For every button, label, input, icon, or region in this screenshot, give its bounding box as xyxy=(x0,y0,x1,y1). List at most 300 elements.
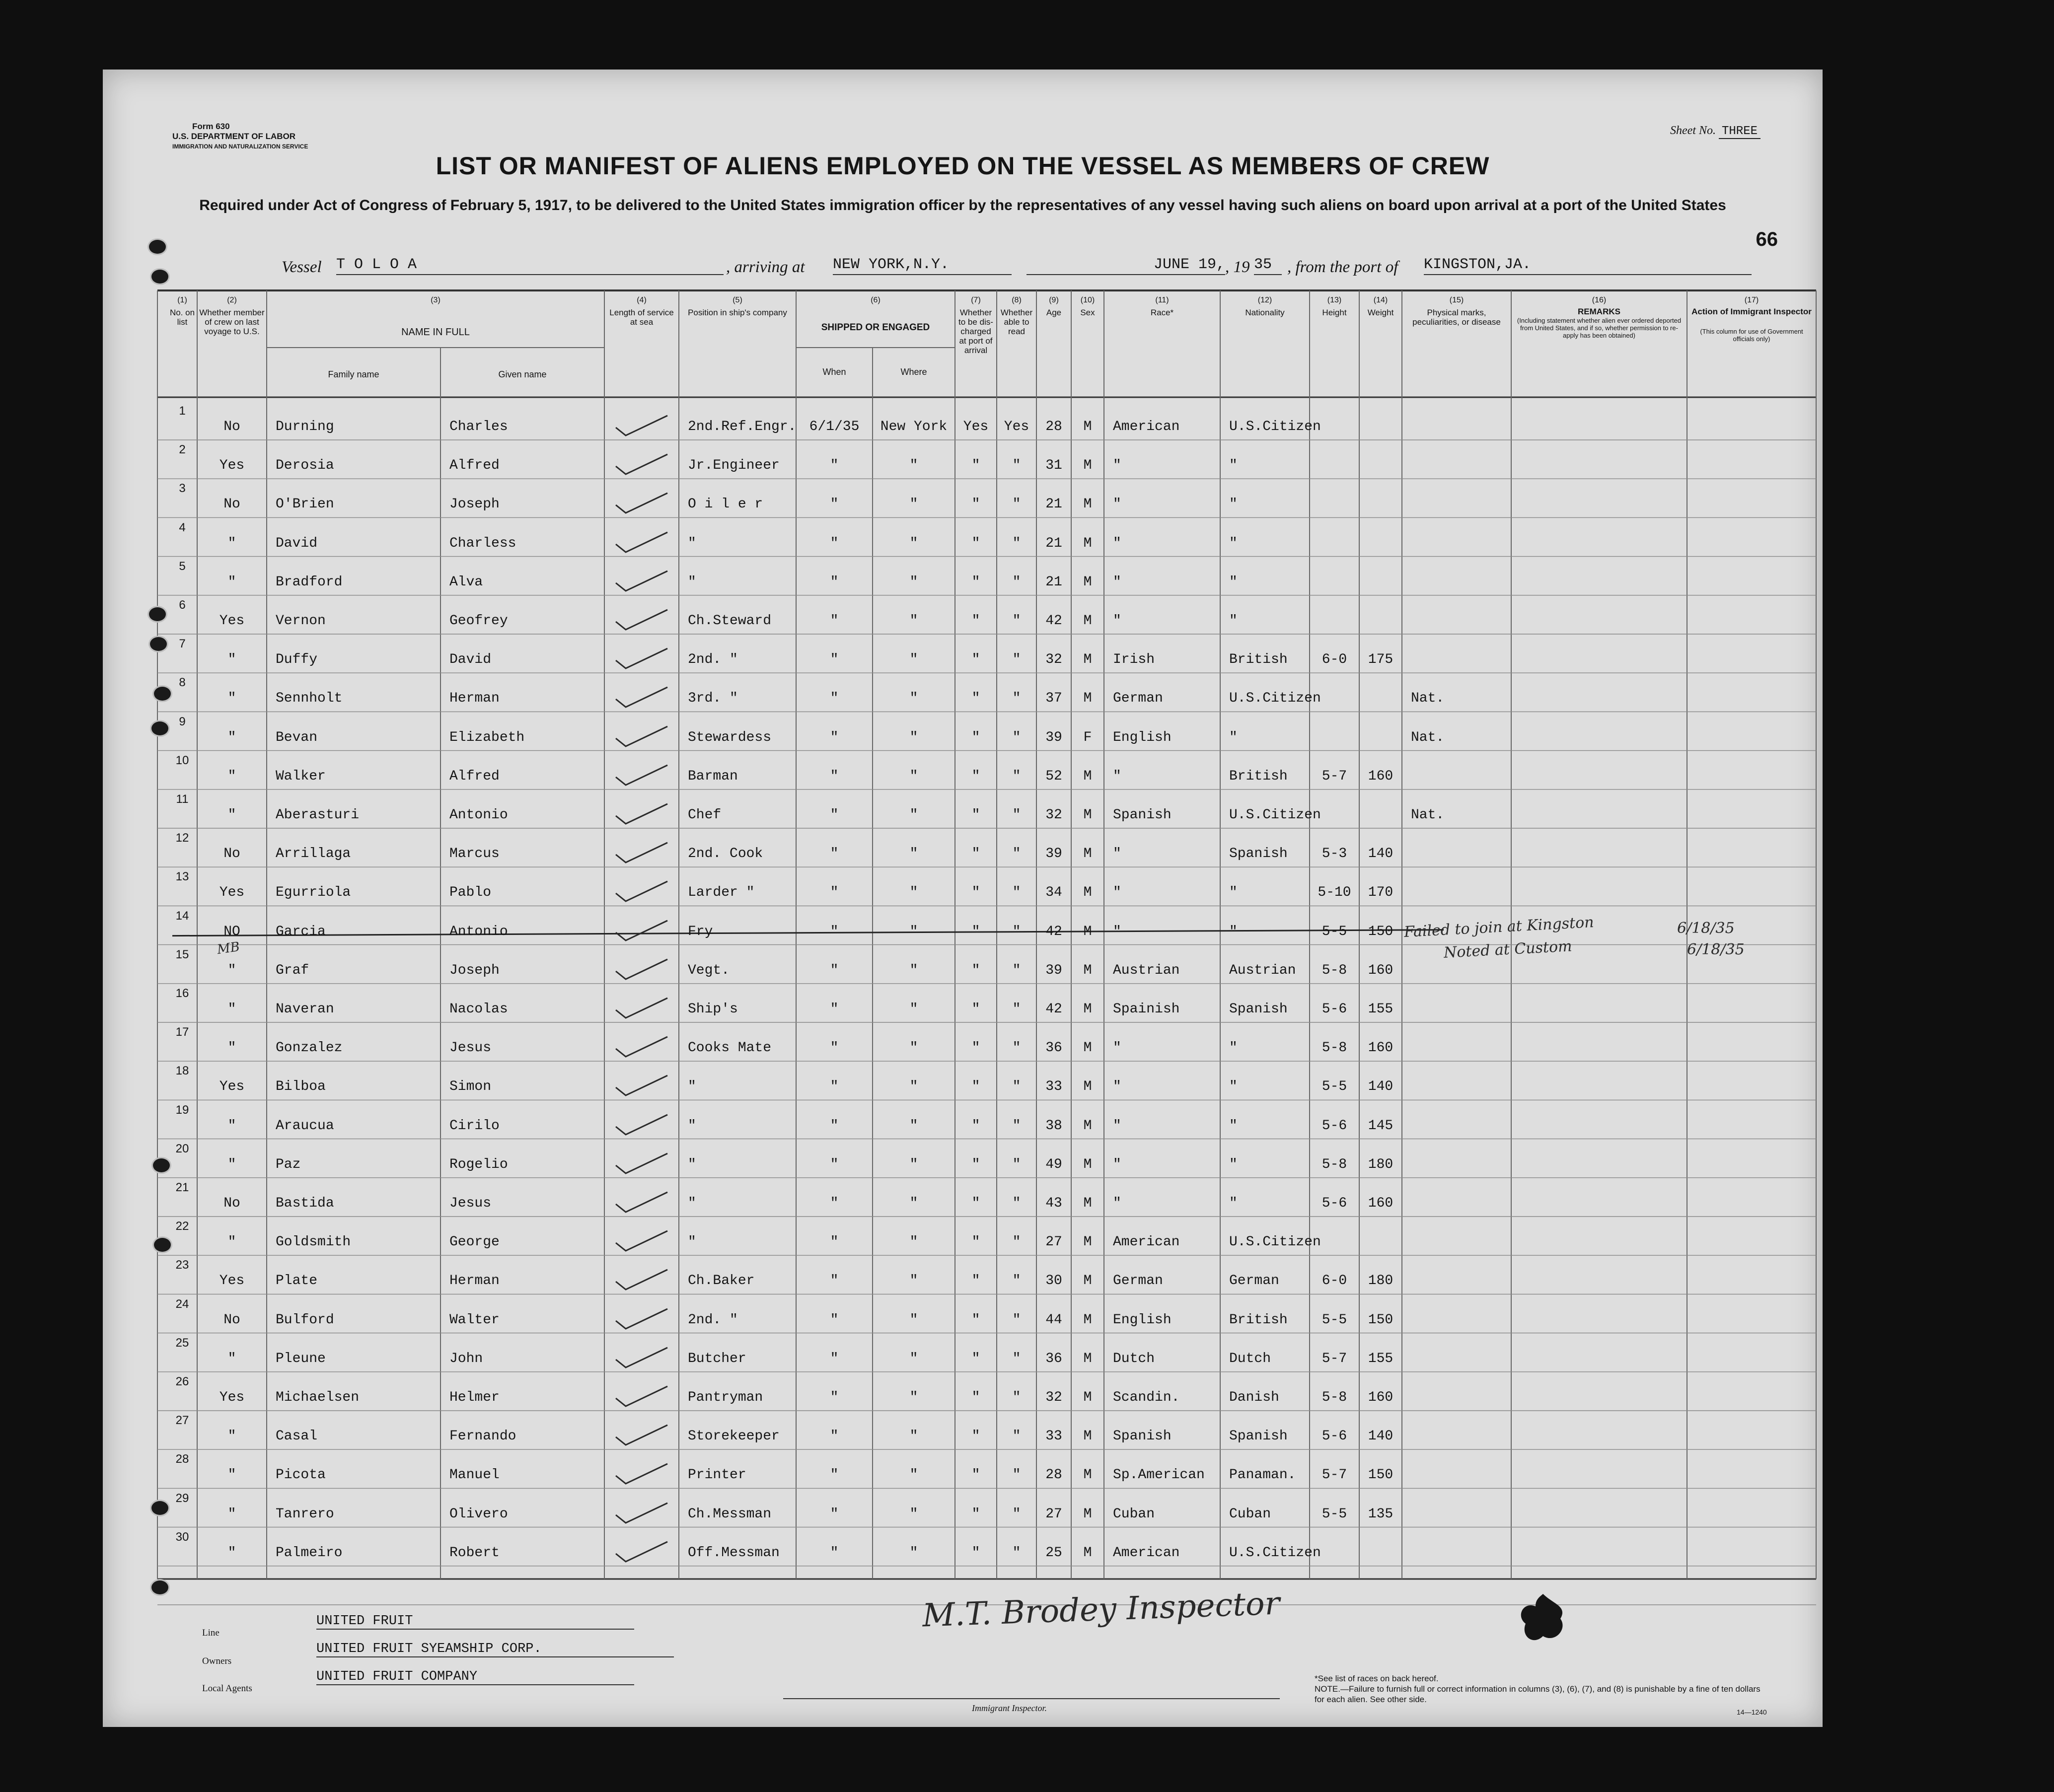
nationality: Spanish xyxy=(1229,846,1288,862)
age: 32 xyxy=(1045,1390,1062,1405)
row-number: 26 xyxy=(175,1375,189,1388)
check-mark-icon xyxy=(612,1501,671,1526)
col-c8-label: Whether able to read xyxy=(1000,308,1033,336)
col-c4-label: Length of service at sea xyxy=(609,308,674,327)
col-c16-number: (16) xyxy=(1592,296,1607,304)
arriving-label: , arriving at xyxy=(726,258,805,276)
able-to-read: " xyxy=(1012,1079,1021,1095)
given-name: Nacolas xyxy=(449,1002,508,1017)
col-c6-number: (6) xyxy=(871,296,880,304)
family-name: Tanrero xyxy=(276,1506,334,1522)
check-mark-icon xyxy=(612,1384,671,1409)
shipped-when: " xyxy=(830,1545,839,1561)
shipped-where: " xyxy=(909,1079,918,1095)
shipped-when: " xyxy=(830,1429,839,1444)
physical-marks: Nat. xyxy=(1411,691,1445,707)
given-name: Alfred xyxy=(449,768,500,784)
race: American xyxy=(1113,1545,1180,1561)
sex: M xyxy=(1083,1118,1092,1134)
shipped-where: " xyxy=(909,807,918,823)
row-number: 13 xyxy=(175,870,189,884)
shipped-when: " xyxy=(830,1118,839,1134)
check-mark-icon xyxy=(612,1035,671,1060)
col-c1-label: No. on list xyxy=(169,308,195,327)
check-mark-icon xyxy=(612,802,671,827)
col-c1-number: (1) xyxy=(177,296,187,304)
family-name: Araucua xyxy=(276,1118,334,1134)
age: 28 xyxy=(1045,1467,1062,1483)
check-mark-icon xyxy=(612,1190,671,1215)
able-to-read: " xyxy=(1012,1118,1021,1134)
able-to-read: " xyxy=(1012,729,1021,745)
family-name: Durning xyxy=(276,419,334,434)
shipped-where: " xyxy=(909,1196,918,1211)
family-name: Gonzalez xyxy=(276,1040,343,1056)
to-be-discharged: " xyxy=(971,962,980,978)
race: Scandin. xyxy=(1113,1390,1180,1405)
weight: 140 xyxy=(1368,846,1394,862)
given-name: Jesus xyxy=(449,1196,492,1211)
check-mark-icon xyxy=(612,724,671,749)
weight: 145 xyxy=(1368,1118,1394,1134)
binder-hole xyxy=(151,1157,171,1174)
able-to-read: " xyxy=(1012,1002,1021,1017)
shipped-where: " xyxy=(909,729,918,745)
given-name: Pablo xyxy=(449,885,492,901)
row-number: 8 xyxy=(179,676,186,690)
sex: M xyxy=(1083,535,1092,551)
sex: M xyxy=(1083,924,1092,939)
position: Stewardess xyxy=(688,729,772,745)
row-number: 10 xyxy=(175,753,189,767)
departure-port: KINGSTON,JA. xyxy=(1424,256,1752,275)
weight: 170 xyxy=(1368,885,1394,901)
position: Cooks Mate xyxy=(688,1040,772,1056)
to-be-discharged: " xyxy=(971,1545,980,1561)
weight: 140 xyxy=(1368,1079,1394,1095)
crew-previous-voyage: Yes xyxy=(219,1273,245,1289)
nationality: " xyxy=(1229,1196,1238,1211)
row-number: 21 xyxy=(175,1181,189,1194)
check-mark-icon xyxy=(612,1268,671,1292)
height: 5-6 xyxy=(1321,1002,1347,1017)
height: 5-5 xyxy=(1321,1312,1347,1328)
able-to-read: " xyxy=(1012,1040,1021,1056)
crew-previous-voyage: " xyxy=(227,1118,236,1134)
crew-previous-voyage: " xyxy=(227,574,236,590)
col-c14-label: Weight xyxy=(1367,308,1394,317)
shipped-where: " xyxy=(909,535,918,551)
sex: M xyxy=(1083,1506,1092,1522)
sex: M xyxy=(1083,419,1092,434)
age: 30 xyxy=(1045,1273,1062,1289)
family-name: Aberasturi xyxy=(276,807,360,823)
able-to-read: " xyxy=(1012,458,1021,474)
footnote xyxy=(1315,1673,1761,1705)
shipped-when: " xyxy=(830,729,839,745)
shipped-where: New York xyxy=(880,419,948,434)
crew-previous-voyage: " xyxy=(227,729,236,745)
race: " xyxy=(1113,924,1121,939)
position: " xyxy=(688,1079,696,1095)
race: " xyxy=(1113,1196,1121,1211)
family-name: Paz xyxy=(276,1156,301,1172)
check-mark-icon xyxy=(612,1113,671,1138)
row-number: 2 xyxy=(179,443,186,457)
position: Ch.Steward xyxy=(688,613,772,629)
row-number: 28 xyxy=(175,1452,189,1466)
race: American xyxy=(1113,1234,1180,1250)
col-c3-family-label: Family name xyxy=(328,369,379,379)
form-code: 14—1240 xyxy=(1737,1708,1767,1716)
col-c10-label: Sex xyxy=(1080,308,1095,317)
able-to-read: " xyxy=(1012,1312,1021,1328)
race: " xyxy=(1113,1040,1121,1056)
nationality: Spanish xyxy=(1229,1002,1288,1017)
given-name: Helmer xyxy=(449,1390,500,1405)
row-number: 17 xyxy=(175,1025,189,1039)
manifest-sheet xyxy=(103,70,1823,1727)
given-name: Antonio xyxy=(449,924,508,939)
footnote-penalty: NOTE.—Failure to furnish full or correct information in columns (3), (6), (7), and (8) is punishable by a fine of ten dollars for each alien. See other side. xyxy=(1315,1684,1761,1704)
crew-previous-voyage: Yes xyxy=(219,1390,245,1405)
sex: M xyxy=(1083,458,1092,474)
position: 2nd.Ref.Engr. xyxy=(688,419,797,434)
shipped-when: " xyxy=(830,1196,839,1211)
crew-previous-voyage: No xyxy=(223,1196,240,1211)
age: 38 xyxy=(1045,1118,1062,1134)
race: " xyxy=(1113,613,1121,629)
shipped-when: " xyxy=(830,846,839,862)
race: German xyxy=(1113,1273,1163,1289)
height: 5-5 xyxy=(1321,924,1347,939)
col-c2-label: Whether member of crew on last voyage to U.S. xyxy=(199,308,265,336)
ink-blot-stamp xyxy=(1513,1589,1573,1651)
race: " xyxy=(1113,574,1121,590)
shipped-when: " xyxy=(830,613,839,629)
age: 37 xyxy=(1045,691,1062,707)
race: Sp.American xyxy=(1113,1467,1205,1483)
to-be-discharged: Yes xyxy=(963,419,989,434)
nationality: " xyxy=(1229,497,1238,512)
row-number: 3 xyxy=(179,482,186,496)
crew-previous-voyage: " xyxy=(227,962,236,978)
to-be-discharged: " xyxy=(971,924,980,939)
weight: 140 xyxy=(1368,1429,1394,1444)
check-mark-icon xyxy=(612,1229,671,1254)
age: 21 xyxy=(1045,574,1062,590)
sex: M xyxy=(1083,574,1092,590)
age: 31 xyxy=(1045,458,1062,474)
binder-hole xyxy=(150,1579,170,1596)
check-mark-icon xyxy=(612,491,671,516)
shipped-when: " xyxy=(830,885,839,901)
binder-hole xyxy=(147,238,167,255)
inspector-caption: Immigrant Inspector. xyxy=(972,1703,1047,1713)
nationality: " xyxy=(1229,1156,1238,1172)
check-mark-icon xyxy=(612,685,671,710)
family-name: Bulford xyxy=(276,1312,334,1328)
height: 6-0 xyxy=(1321,1273,1347,1289)
shipped-when: " xyxy=(830,1273,839,1289)
check-mark-icon xyxy=(612,452,671,477)
able-to-read: " xyxy=(1012,1545,1021,1561)
col-c11-number: (11) xyxy=(1155,296,1169,304)
height: 5-3 xyxy=(1321,846,1347,862)
able-to-read: " xyxy=(1012,652,1021,668)
race: Austrian xyxy=(1113,962,1180,978)
sex: M xyxy=(1083,691,1092,707)
nationality: Danish xyxy=(1229,1390,1279,1405)
nationality: U.S.Citizen xyxy=(1229,691,1321,707)
to-be-discharged: " xyxy=(971,1351,980,1366)
family-name: Walker xyxy=(276,768,326,784)
height: 5-10 xyxy=(1318,885,1351,901)
height: 5-5 xyxy=(1321,1079,1347,1095)
given-name: Alfred xyxy=(449,458,500,474)
race: Spainish xyxy=(1113,1002,1180,1017)
form-number: Form 630 xyxy=(192,122,230,131)
row-number: 4 xyxy=(179,520,186,534)
shipped-where: " xyxy=(909,1156,918,1172)
col-c3-given-label: Given name xyxy=(498,369,547,379)
check-mark-icon xyxy=(612,879,671,904)
age: 36 xyxy=(1045,1351,1062,1366)
crew-previous-voyage: Yes xyxy=(219,458,245,474)
given-name: Alva xyxy=(449,574,483,590)
col-c3-number: (3) xyxy=(431,296,440,304)
able-to-read: " xyxy=(1012,1390,1021,1405)
position: Printer xyxy=(688,1467,746,1483)
nationality: U.S.Citizen xyxy=(1229,419,1321,434)
able-to-read: " xyxy=(1012,497,1021,512)
family-name: Bevan xyxy=(276,729,318,745)
row-number: 19 xyxy=(175,1103,189,1117)
row-number: 9 xyxy=(179,715,186,728)
race: English xyxy=(1113,1312,1172,1328)
col-c13-number: (13) xyxy=(1327,296,1342,304)
race: American xyxy=(1113,419,1180,434)
nationality: U.S.Citizen xyxy=(1229,1234,1321,1250)
nationality: U.S.Citizen xyxy=(1229,807,1321,823)
race: " xyxy=(1113,458,1121,474)
able-to-read: " xyxy=(1012,1156,1021,1172)
col-c17-number: (17) xyxy=(1744,296,1759,304)
owners-value: UNITED FRUIT SYEAMSHIP CORP. xyxy=(316,1642,674,1657)
shipped-where: " xyxy=(909,1234,918,1250)
family-name: Sennholt xyxy=(276,691,343,707)
race: Irish xyxy=(1113,652,1155,668)
position: " xyxy=(688,1118,696,1134)
col-c4-number: (4) xyxy=(637,296,647,304)
weight: 160 xyxy=(1368,1040,1394,1056)
col-c12-number: (12) xyxy=(1257,296,1272,304)
arrival-year: 35 xyxy=(1254,256,1282,275)
shipped-when: " xyxy=(830,1312,839,1328)
weight: 150 xyxy=(1368,1467,1394,1483)
sex: M xyxy=(1083,613,1092,629)
crew-previous-voyage: " xyxy=(227,1467,236,1483)
shipped-when: " xyxy=(830,1234,839,1250)
race: English xyxy=(1113,729,1172,745)
sheet-number-label: Sheet No. xyxy=(1670,124,1716,137)
given-name: Rogelio xyxy=(449,1156,508,1172)
nationality: Dutch xyxy=(1229,1351,1271,1366)
weight: 180 xyxy=(1368,1156,1394,1172)
weight: 160 xyxy=(1368,1390,1394,1405)
crew-previous-voyage: NO xyxy=(223,924,240,939)
position: 2nd. " xyxy=(688,1312,738,1328)
family-name: Vernon xyxy=(276,613,326,629)
to-be-discharged: " xyxy=(971,1273,980,1289)
sex: M xyxy=(1083,962,1092,978)
shipped-when: " xyxy=(830,535,839,551)
shipped-when: " xyxy=(830,1079,839,1095)
position: Vegt. xyxy=(688,962,730,978)
to-be-discharged: " xyxy=(971,729,980,745)
position: Ship's xyxy=(688,1002,738,1017)
sex: M xyxy=(1083,1351,1092,1366)
check-mark-icon xyxy=(612,414,671,438)
family-name: Goldsmith xyxy=(276,1234,351,1250)
col-c3-label: NAME IN FULL xyxy=(401,327,470,338)
to-be-discharged: " xyxy=(971,458,980,474)
row-number: 22 xyxy=(175,1219,189,1233)
family-name: Egurriola xyxy=(276,885,351,901)
sex: M xyxy=(1083,846,1092,862)
shipped-when: " xyxy=(830,1156,839,1172)
sex: M xyxy=(1083,1429,1092,1444)
sex: M xyxy=(1083,885,1092,901)
race: " xyxy=(1113,846,1121,862)
height: 5-6 xyxy=(1321,1196,1347,1211)
age: 52 xyxy=(1045,768,1062,784)
family-name: David xyxy=(276,535,318,551)
check-mark-icon xyxy=(612,1540,671,1565)
nationality: Cuban xyxy=(1229,1506,1271,1522)
family-name: Pleune xyxy=(276,1351,326,1366)
given-name: Joseph xyxy=(449,962,500,978)
given-name: John xyxy=(449,1351,483,1366)
physical-marks: Nat. xyxy=(1411,807,1445,823)
row-number: 20 xyxy=(175,1142,189,1155)
position: Butcher xyxy=(688,1351,746,1366)
shipped-when: " xyxy=(830,1002,839,1017)
nationality: British xyxy=(1229,652,1288,668)
crew-previous-voyage: Yes xyxy=(219,1079,245,1095)
col-c12-label: Nationality xyxy=(1245,308,1285,317)
line-label: Line xyxy=(202,1628,220,1638)
shipped-where: " xyxy=(909,962,918,978)
shipped-when: " xyxy=(830,691,839,707)
vessel-name: T O L O A xyxy=(336,256,724,275)
given-name: Elizabeth xyxy=(449,729,525,745)
crew-previous-voyage: " xyxy=(227,1429,236,1444)
binder-hole xyxy=(150,268,170,285)
crew-previous-voyage: " xyxy=(227,535,236,551)
weight: 180 xyxy=(1368,1273,1394,1289)
row14-action-date1: 6/18/35 xyxy=(1677,920,1735,937)
row-number: 1 xyxy=(179,404,186,418)
position: Fry xyxy=(688,924,713,939)
given-name: Antonio xyxy=(449,807,508,823)
col-c13-label: Height xyxy=(1322,308,1347,317)
check-mark-icon xyxy=(612,1462,671,1487)
given-name: Cirilo xyxy=(449,1118,500,1134)
col-c14-number: (14) xyxy=(1373,296,1388,304)
height: 6-0 xyxy=(1321,652,1347,668)
crew-previous-voyage: " xyxy=(227,1002,236,1017)
col-c11-label: Race* xyxy=(1150,308,1174,317)
given-name: David xyxy=(449,652,492,668)
to-be-discharged: " xyxy=(971,574,980,590)
row-number: 27 xyxy=(175,1414,189,1428)
family-name: Bastida xyxy=(276,1196,334,1211)
check-mark-icon xyxy=(612,919,671,943)
position: 3rd. " xyxy=(688,691,738,707)
nationality: " xyxy=(1229,729,1238,745)
to-be-discharged: " xyxy=(971,613,980,629)
col-c7-number: (7) xyxy=(971,296,981,304)
service-name: IMMIGRATION AND NATURALIZATION SERVICE xyxy=(172,143,308,150)
given-name: Herman xyxy=(449,1273,500,1289)
shipped-when: 6/1/35 xyxy=(809,419,860,434)
age: 33 xyxy=(1045,1079,1062,1095)
shipped-where: " xyxy=(909,1429,918,1444)
to-be-discharged: " xyxy=(971,846,980,862)
crew-previous-voyage: No xyxy=(223,419,240,434)
nationality: " xyxy=(1229,574,1238,590)
height: 5-6 xyxy=(1321,1118,1347,1134)
nationality: " xyxy=(1229,613,1238,629)
row-number: 23 xyxy=(175,1258,189,1272)
family-name: Garcia xyxy=(276,924,326,939)
sex: M xyxy=(1083,1002,1092,1017)
able-to-read: " xyxy=(1012,691,1021,707)
crew-previous-voyage: No xyxy=(223,497,240,512)
row14-action-date2: 6/18/35 xyxy=(1687,941,1745,958)
position: Ch.Baker xyxy=(688,1273,755,1289)
binder-hole xyxy=(152,1236,172,1253)
able-to-read: " xyxy=(1012,1273,1021,1289)
height: 5-7 xyxy=(1321,1467,1347,1483)
vessel-label: Vessel xyxy=(282,258,322,276)
family-name: O'Brien xyxy=(276,497,334,512)
position: " xyxy=(688,1156,696,1172)
shipped-where: " xyxy=(909,885,918,901)
shipped-when: " xyxy=(830,1506,839,1522)
race: " xyxy=(1113,885,1121,901)
position: O i l e r xyxy=(688,497,763,512)
given-name: Olivero xyxy=(449,1506,508,1522)
to-be-discharged: " xyxy=(971,652,980,668)
col-c6-when-label: When xyxy=(822,367,846,377)
position: 2nd. Cook xyxy=(688,846,763,862)
handwritten-page-number: 66 xyxy=(1756,228,1778,250)
check-mark-icon xyxy=(612,1423,671,1448)
shipped-where: " xyxy=(909,613,918,629)
crew-previous-voyage: " xyxy=(227,1506,236,1522)
to-be-discharged: " xyxy=(971,885,980,901)
crew-previous-voyage: " xyxy=(227,1351,236,1366)
row14-remark-line2: Noted at Custom xyxy=(1443,937,1573,962)
check-mark-icon xyxy=(612,646,671,671)
check-mark-icon xyxy=(612,569,671,594)
position: " xyxy=(688,574,696,590)
able-to-read: " xyxy=(1012,535,1021,551)
crew-previous-voyage: No xyxy=(223,1312,240,1328)
shipped-where: " xyxy=(909,691,918,707)
